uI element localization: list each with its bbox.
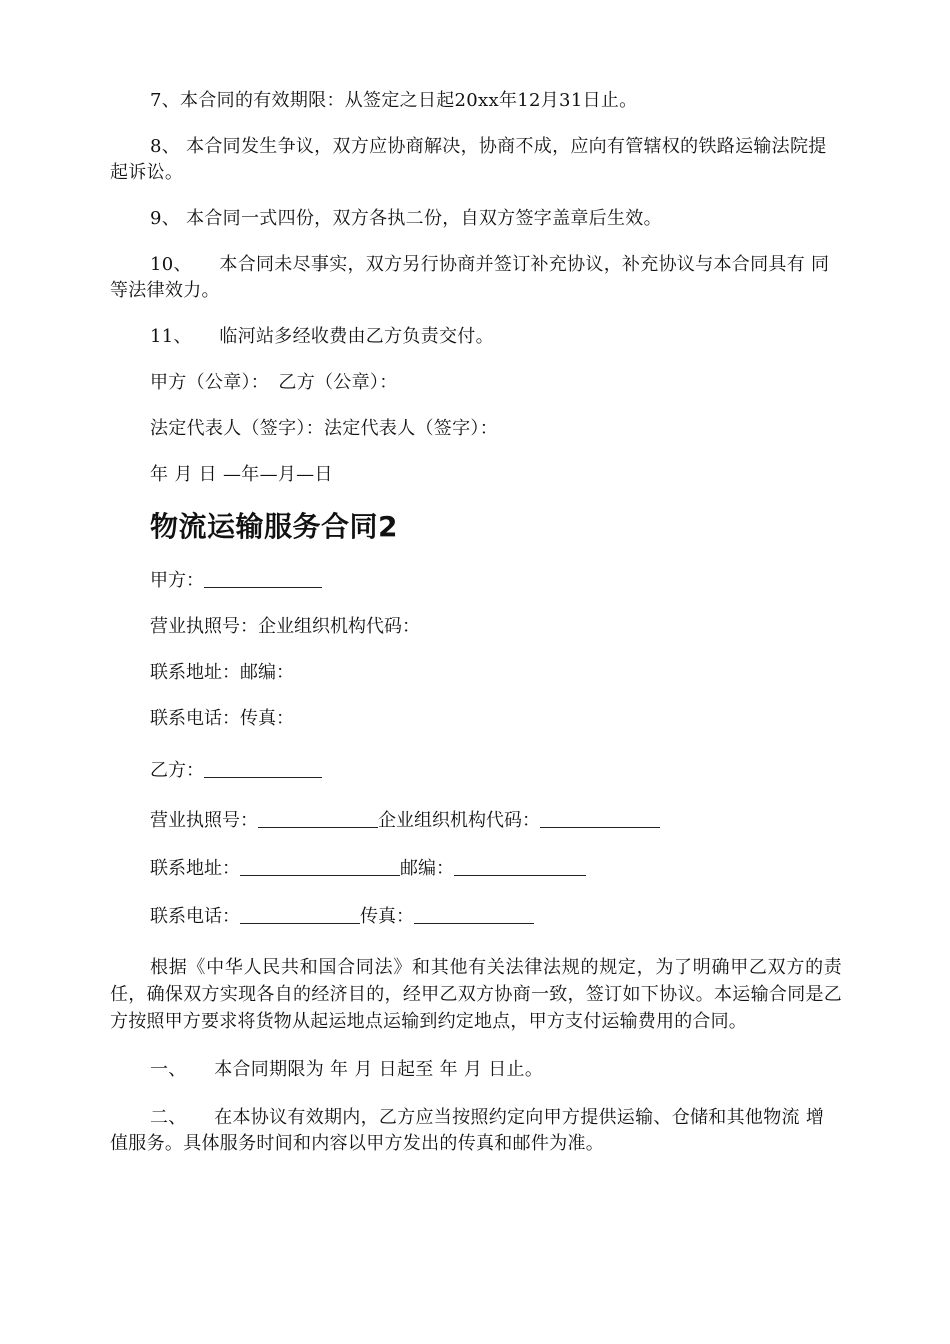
party-b-org-code-label: 企业组织机构代码： xyxy=(378,810,540,831)
party-b-phone-label: 联系电话： xyxy=(150,906,240,927)
party-b-license-label: 营业执照号： xyxy=(150,810,258,831)
party-b-address-label: 联系地址： xyxy=(150,858,240,879)
party-b-line xyxy=(110,758,842,784)
article-1: 一、 本合同期限为 年 月 日起至 年 月 日止。 xyxy=(150,1059,544,1080)
party-b-zip-blank xyxy=(454,857,586,876)
party-a-phone: 联系电话：传真： xyxy=(150,708,294,729)
party-b-address-blank xyxy=(240,857,400,876)
contract-title: 物流运输服务合同2 xyxy=(150,510,398,543)
party-b-fax-blank xyxy=(414,905,534,924)
signature-parties: 甲方（公章）： 乙方（公章）： xyxy=(150,372,398,393)
party-a-blank xyxy=(204,569,322,588)
clause-7: 7、本合同的有效期限：从签定之日起20xx年12月31日止。 xyxy=(150,90,638,111)
party-b-fax-label: 传真： xyxy=(360,906,414,927)
party-b-license-blank xyxy=(258,809,378,828)
signature-representatives: 法定代表人（签字）：法定代表人（签字）： xyxy=(150,418,498,439)
party-a-address: 联系地址：邮编： xyxy=(150,662,294,683)
party-a-license: 营业执照号：企业组织机构代码： xyxy=(150,616,420,637)
party-a-line xyxy=(110,568,842,594)
clause-10: 10、 本合同未尽事实，双方另行协商并签订补充协议，补充协议与本合同具有 同等法律效力。 xyxy=(110,254,830,301)
party-b-blank xyxy=(204,759,322,778)
party-b-phone-blank xyxy=(240,905,360,924)
document-page xyxy=(110,88,842,1177)
party-b-zip-label: 邮编： xyxy=(400,858,454,879)
party-b-label: 乙方： xyxy=(150,760,204,781)
party-b-phone-line xyxy=(110,904,842,930)
signature-dates: 年 月 日 —年—月—日 xyxy=(150,464,333,485)
preamble: 根据《中华人民共和国合同法》和其他有关法律法规的规定，为了明确甲乙双方的责任，确保双方实现各自的经济目的，经甲乙双方协商一致，签订如下协议。本运输合同是乙方按照甲方要求将货物从起运地点运输到约定地点，甲方支付运输费用的合同。 xyxy=(110,957,842,1032)
clause-9: 9、 本合同一式四份，双方各执二份，自双方签字盖章后生效。 xyxy=(150,208,662,229)
party-b-address-line xyxy=(110,856,842,882)
party-b-license-line xyxy=(110,808,842,834)
clause-11: 11、 临河站多经收费由乙方负责交付。 xyxy=(150,326,494,347)
party-b-org-code-blank xyxy=(540,809,660,828)
article-2: 二、 在本协议有效期内，乙方应当按照约定向甲方提供运输、仓储和其他物流 增值服务。具体服务时间和内容以甲方发出的传真和邮件为准。 xyxy=(110,1107,825,1154)
clause-8: 8、 本合同发生争议，双方应协商解决，协商不成，应向有管辖权的铁路运输法院提起诉讼。 xyxy=(110,136,827,183)
party-a-label: 甲方： xyxy=(150,570,204,591)
